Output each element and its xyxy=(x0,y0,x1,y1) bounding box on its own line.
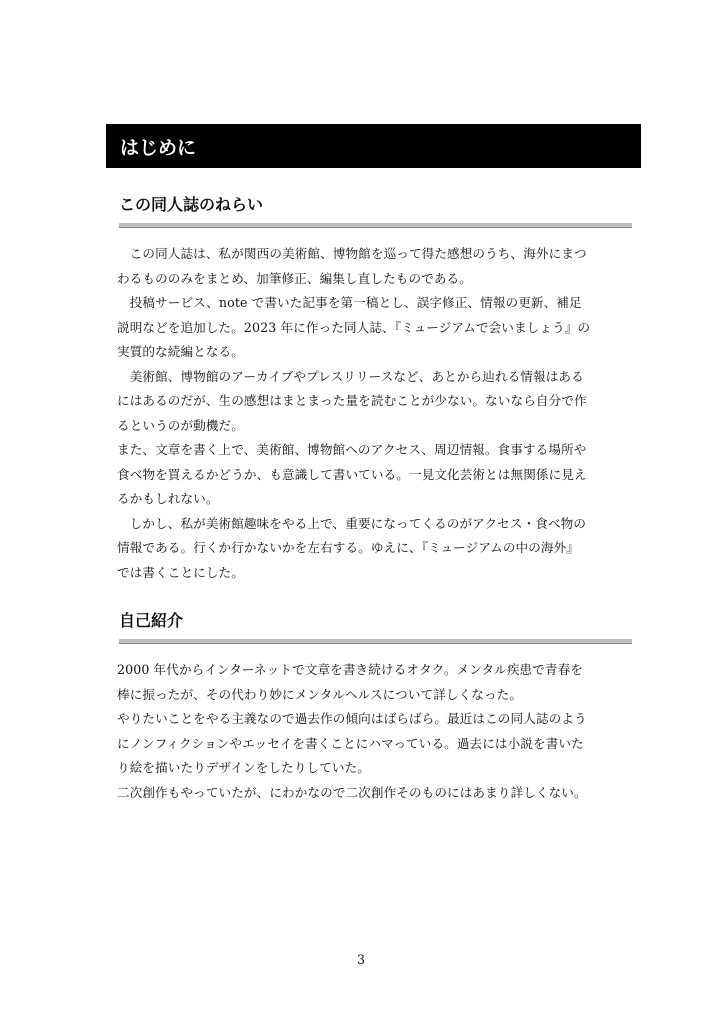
section-body xyxy=(117,658,632,805)
body-line: わるもののみをまとめ、加筆修正、編集し直したものである。 xyxy=(117,270,472,286)
section-heading: この同人誌のねらい xyxy=(119,195,264,214)
body-line: るというのが動機だ。 xyxy=(117,417,244,433)
body-line: 棒に振ったが、その代わり妙にメンタルヘルスについて詳しくなった。 xyxy=(117,686,523,702)
body-line: 情報である。行くか行かないかを左右する。ゆえに、『ミュージアムの中の海外』 xyxy=(117,540,579,555)
body-line: 食べ物を買えるかどうか、も意識して書いている。一見文化芸術とは無関係に見え xyxy=(117,466,587,482)
body-line: また、文章を書く上で、美術館、博物館へのアクセス、周辺情報。食事する場所や xyxy=(117,442,587,457)
page-number: 3 xyxy=(356,952,365,967)
section-divider xyxy=(119,223,632,228)
body-line: り絵を描いたりデザインをしたりしていた。 xyxy=(117,760,370,775)
section-self-intro xyxy=(117,610,632,805)
body-line: にはあるのだが、生の感想はまとまった量を読むことが少ない。ないなら自分で作 xyxy=(117,393,587,408)
body-line: にノンフィクションやエッセイを書くことにハマっている。過去には小説を書いた xyxy=(117,735,584,751)
body-line: 美術館、博物館のアーカイブやプレスリリースなど、あとから辿れる情報はある xyxy=(117,368,584,384)
section-purpose xyxy=(117,194,632,585)
body-line: 投稿サービス、note で書いた記事を第一稿とし、誤字修正、情報の更新、補足 xyxy=(117,295,582,310)
body-line: るかもしれない。 xyxy=(117,491,219,506)
body-line: この同人誌は、私が関西の美術館、博物館を巡って得た感想のうち、海外にまつ xyxy=(117,246,587,261)
body-line: 説明などを追加した。2023 年に作った同人誌、『ミュージアムで会いましょう』の xyxy=(117,319,591,335)
body-line: 二次創作もやっていたが、にわかなので二次創作そのものにはあまり詳しくない。 xyxy=(117,784,587,800)
section-heading: 自己紹介 xyxy=(119,611,184,630)
section-body xyxy=(117,242,632,585)
chapter-title-bar xyxy=(106,124,641,168)
body-line: やりたいことをやる主義なので過去作の傾向はばらばら。最近はこの同人誌のよう xyxy=(117,711,587,726)
body-line: 2000 年代からインターネットで文章を書き続けるオタク。メンタル疾患で青春を xyxy=(117,662,583,677)
chapter-title: はじめに xyxy=(120,136,197,159)
body-line: 実質的な続編となる。 xyxy=(117,344,244,359)
section-divider xyxy=(119,639,632,644)
body-line: では書くことにした。 xyxy=(117,564,244,580)
body-line: しかし、私が美術館趣味をやる上で、重要になってくるのがアクセス・食べ物の xyxy=(117,515,587,531)
